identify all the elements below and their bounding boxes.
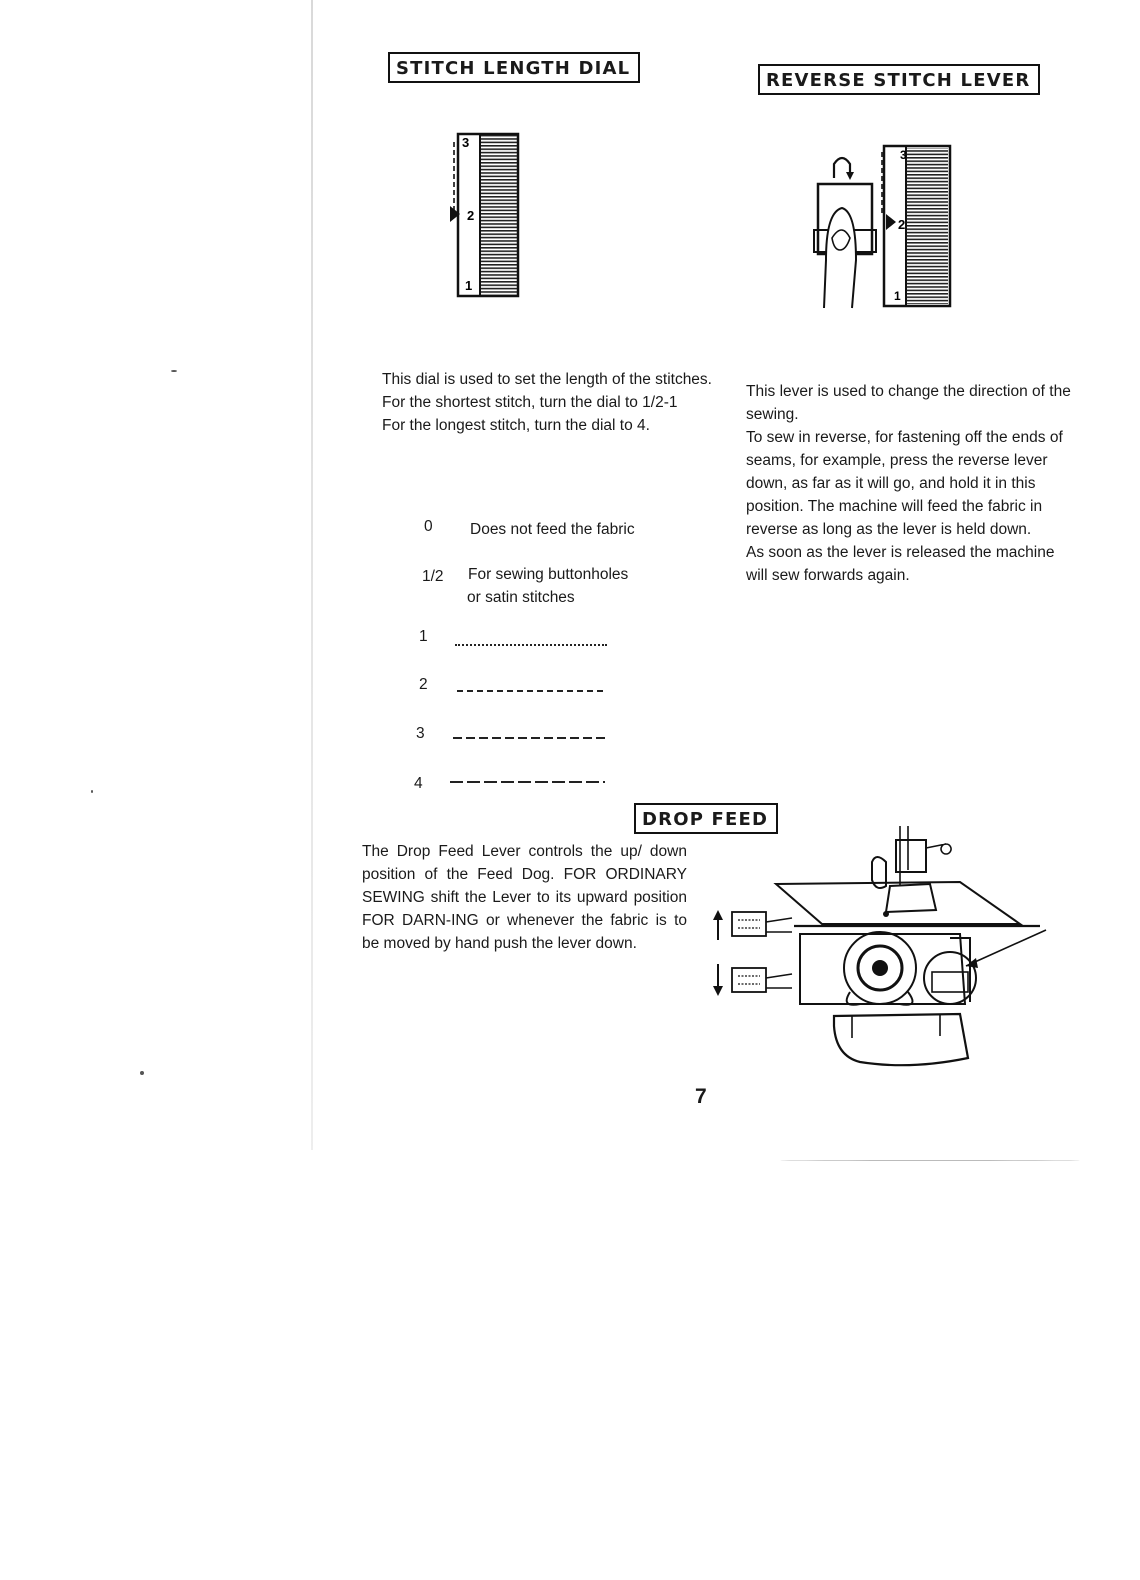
stitch-sample-3 xyxy=(453,736,605,740)
dial-mark-2: 2 xyxy=(467,208,475,223)
stitch-length-dial-illustration xyxy=(440,128,530,303)
reverse-text-1: This lever is used to change the direction of the sewing. xyxy=(746,383,1071,423)
drop-feed-illustration xyxy=(710,826,1050,1076)
stitch-length-text-3: For the longest stitch, turn the dial to 4. xyxy=(382,417,650,434)
setting-0-value: 0 xyxy=(424,518,433,535)
scan-speck xyxy=(91,790,93,793)
setting-half-text-2: or satin stitches xyxy=(467,589,575,606)
stitch-length-description xyxy=(382,368,712,437)
dial-mark-3: 3 xyxy=(462,135,470,150)
setting-3-value: 3 xyxy=(416,725,425,742)
stitch-length-text-1: This dial is used to set the length of the stitches. xyxy=(382,371,712,388)
stitch-sample-4 xyxy=(450,780,605,784)
scan-line xyxy=(780,1160,1080,1161)
setting-half-text: For sewing buttonholes xyxy=(468,566,629,583)
lever-dial-mark-2: 2 xyxy=(898,217,906,232)
stitch-sample-2 xyxy=(457,690,603,692)
scan-speck xyxy=(140,1071,144,1075)
drop-feed-heading: DROP FEED xyxy=(634,803,778,834)
page-number: 7 xyxy=(695,1085,707,1108)
reverse-text-3: As soon as the lever is released the machine will sew forwards again. xyxy=(746,544,1055,584)
lever-dial-mark-3: 3 xyxy=(900,148,907,162)
stitch-length-heading: STITCH LENGTH DIAL xyxy=(388,52,640,83)
drop-feed-description: The Drop Feed Lever controls the up/ down position of the Feed Dog. FOR ORDINARY SEWING shift the Lever to its upward position FOR DARN-ING or whenever the fabric is to be moved by hand push the lever down. xyxy=(362,843,687,952)
lever-dial-mark-1: 1 xyxy=(894,289,901,303)
dial-mark-1: 1 xyxy=(465,278,473,293)
setting-half-value: 1/2 xyxy=(422,568,444,585)
setting-2-value: 2 xyxy=(419,676,428,693)
reverse-stitch-heading: REVERSE STITCH LEVER xyxy=(758,64,1040,95)
reverse-lever-illustration xyxy=(812,140,962,315)
setting-0-text: Does not feed the fabric xyxy=(470,521,635,538)
page-edge xyxy=(311,0,313,1150)
stitch-sample-1 xyxy=(455,644,607,646)
setting-1-value: 1 xyxy=(419,628,428,645)
setting-4-value: 4 xyxy=(414,775,423,792)
scan-speck xyxy=(171,370,177,372)
reverse-stitch-description xyxy=(746,380,1076,587)
reverse-text-2: To sew in reverse, for fastening off the ends of seams, for example, press the reverse lever down, as far as it will go, and hold it in this position. The machine will feed the fabric in reverse as long as the lever is held down. xyxy=(746,429,1063,538)
stitch-length-text-2: For the shortest stitch, turn the dial to 1/2-1 xyxy=(382,394,678,411)
